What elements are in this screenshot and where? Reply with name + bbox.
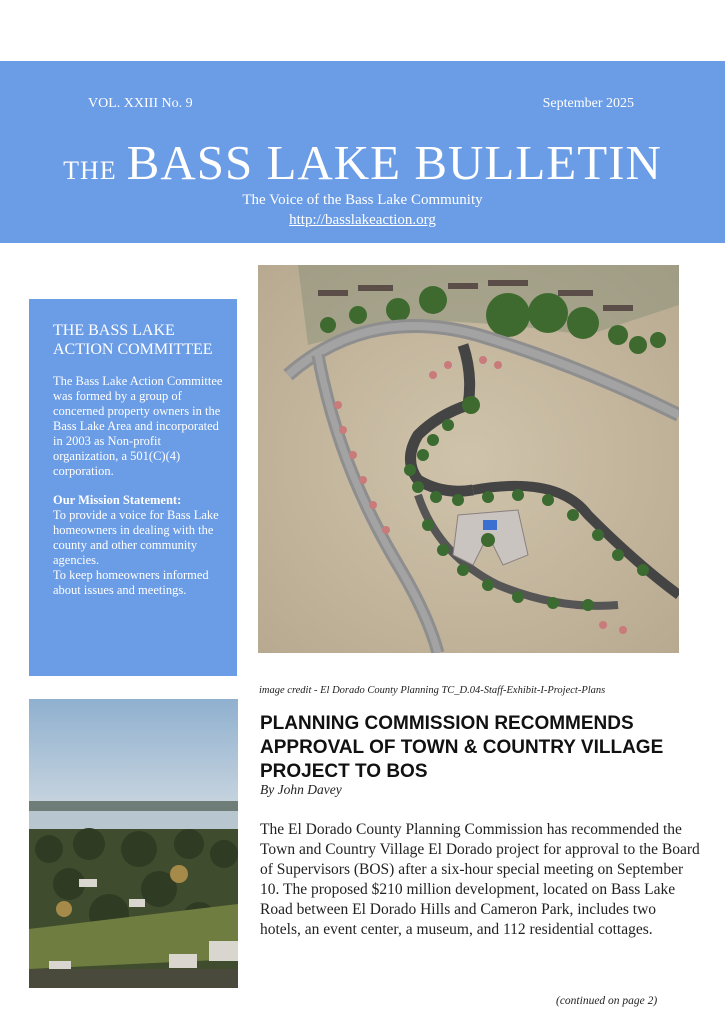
volume-number: VOL. XXIII No. 9 (88, 96, 193, 111)
url-row (0, 212, 725, 229)
masthead (0, 61, 725, 243)
article-byline: By John Davey (260, 782, 342, 797)
mission-title: Our Mission Statement: (53, 493, 182, 507)
mission-item-2: To keep homeowners informed about issues and meetings. (53, 568, 209, 597)
tagline: The Voice of the Bass Lake Community (242, 192, 483, 208)
mission-item-1: To provide a voice for Bass Lake homeowners in dealing with the county and other community agencies. (53, 508, 219, 567)
sidebar-intro: The Bass Lake Action Committee was formed by a group of concerned property owners in the Bass Lake Area and incorporated in 2003 as Non-profit organization, a 501(C)(4) corporation. (53, 374, 223, 478)
article-body: The El Dorado County Planning Commission has recommended the Town and Country Village El Dorado project for approval to the Board of Supervisors (BOS) after a six-hour special meeting on September 10. The proposed $210 million development, located on Bass Lake Road between El Dorado Hills and Cameron Park, includes two hotels, an event center, a museum, and 112 residential cottages. (260, 821, 700, 938)
website-link[interactable]: http://basslakeaction.org (289, 212, 436, 228)
lake-photo (29, 699, 238, 988)
article-headline: PLANNING COMMISSION RECOMMENDS APPROVAL OF TOWN & COUNTRY VILLAGE PROJECT TO BOS (260, 713, 664, 782)
newsletter-title (0, 134, 725, 191)
committee-sidebar (29, 299, 237, 676)
issue-date: September 2025 (542, 96, 634, 111)
site-plan-image (258, 265, 679, 653)
image-caption: image credit - El Dorado County Planning TC_D.04-Staff-Exhibit-I-Project-Plans (259, 685, 606, 696)
title-main: BASS LAKE BULLETIN (126, 135, 662, 190)
continued-note: (continued on page 2) (556, 995, 658, 1007)
sidebar-heading: THE BASS LAKE ACTION COMMITTEE (53, 322, 213, 358)
title-prefix: THE (63, 156, 117, 185)
